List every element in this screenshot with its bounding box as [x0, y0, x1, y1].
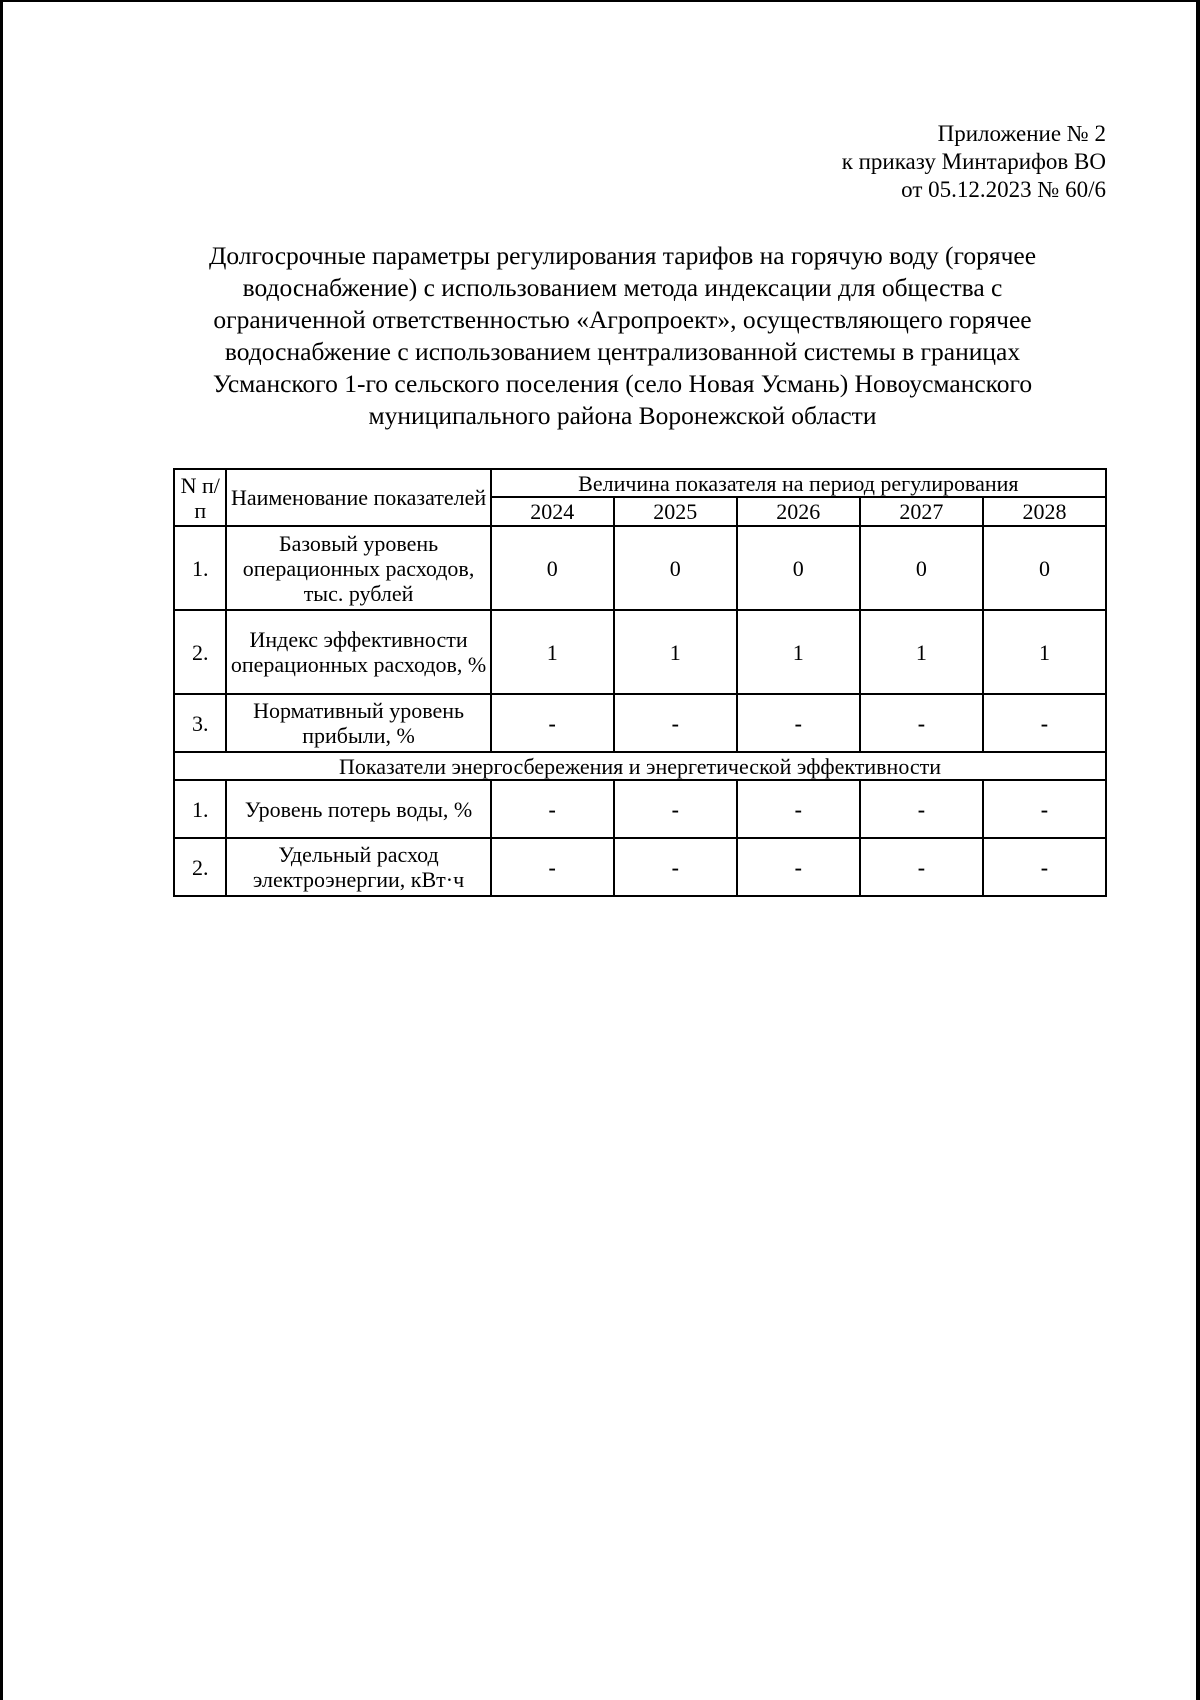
- row-number: 2.: [174, 610, 226, 694]
- header-period: Величина показателя на период регулирования: [491, 469, 1106, 497]
- table-row: [174, 526, 1106, 610]
- row-number: 1.: [174, 526, 226, 610]
- section-header-row: [174, 752, 1106, 780]
- row-value: 0: [737, 526, 860, 610]
- header-year: 2025: [614, 497, 737, 526]
- table-row: [174, 610, 1106, 694]
- header-indicator-name: Наименование показателей: [226, 469, 490, 526]
- row-value: -: [737, 838, 860, 896]
- row-number: 3.: [174, 694, 226, 752]
- header-year: 2028: [983, 497, 1106, 526]
- scan-edge-right: [1196, 0, 1200, 1700]
- title-line-3: ограниченной ответственностью «Агропроект», осуществляющего горячее: [213, 305, 1032, 334]
- scan-edge-left: [0, 0, 3, 1700]
- row-number: 2.: [174, 838, 226, 896]
- table-row: [174, 838, 1106, 896]
- row-value: -: [737, 694, 860, 752]
- row-value: -: [614, 780, 737, 838]
- document-title: [160, 240, 1085, 432]
- row-number: 1.: [174, 780, 226, 838]
- row-value: -: [983, 780, 1106, 838]
- row-value: 1: [614, 610, 737, 694]
- title-line-4: водоснабжение с использованием централизованной системы в границах: [224, 337, 1021, 366]
- row-value: -: [491, 838, 614, 896]
- annex-line-2: к приказу Минтарифов ВО: [841, 149, 1106, 174]
- row-value: 0: [614, 526, 737, 610]
- annex-line-3: от 05.12.2023 № 60/6: [901, 177, 1106, 202]
- row-value: -: [491, 780, 614, 838]
- header-year: 2026: [737, 497, 860, 526]
- row-value: -: [614, 838, 737, 896]
- header-year: 2027: [860, 497, 983, 526]
- header-number: N п/п: [174, 469, 226, 526]
- title-line-5: Усманского 1-го сельского поселения (село Новая Усмань) Новоусманского: [212, 369, 1033, 398]
- section-title: Показатели энергосбережения и энергетической эффективности: [174, 752, 1106, 780]
- table-row: [174, 780, 1106, 838]
- row-indicator-name: Базовый уровень операционных расходов, тыс. рублей: [226, 526, 490, 610]
- row-value: 0: [860, 526, 983, 610]
- scan-edge-top: [0, 0, 1200, 2]
- title-line-1: Долгосрочные параметры регулирования тарифов на горячую воду (горячее: [208, 241, 1037, 270]
- row-indicator-name: Уровень потерь воды, %: [226, 780, 490, 838]
- title-line-2: водоснабжение) с использованием метода индексации для общества с: [242, 273, 1003, 302]
- header-year: 2024: [491, 497, 614, 526]
- annex-line-1: Приложение № 2: [937, 121, 1106, 146]
- table-header-row: [174, 469, 1106, 497]
- row-indicator-name: Удельный расход электроэнергии, кВт·ч: [226, 838, 490, 896]
- row-value: -: [860, 838, 983, 896]
- row-value: 1: [983, 610, 1106, 694]
- row-value: -: [491, 694, 614, 752]
- row-indicator-name: Нормативный уровень прибыли, %: [226, 694, 490, 752]
- row-value: -: [860, 780, 983, 838]
- row-value: 1: [737, 610, 860, 694]
- row-value: -: [737, 780, 860, 838]
- title-line-6: муниципального района Воронежской области: [368, 401, 877, 430]
- row-value: 0: [983, 526, 1106, 610]
- row-indicator-name: Индекс эффективности операционных расходов, %: [226, 610, 490, 694]
- table-row: [174, 694, 1106, 752]
- row-value: 1: [860, 610, 983, 694]
- row-value: 0: [491, 526, 614, 610]
- row-value: -: [983, 838, 1106, 896]
- row-value: -: [860, 694, 983, 752]
- row-value: 1: [491, 610, 614, 694]
- parameters-table: [173, 468, 1107, 897]
- row-value: -: [614, 694, 737, 752]
- annex-header: [842, 120, 1106, 204]
- row-value: -: [983, 694, 1106, 752]
